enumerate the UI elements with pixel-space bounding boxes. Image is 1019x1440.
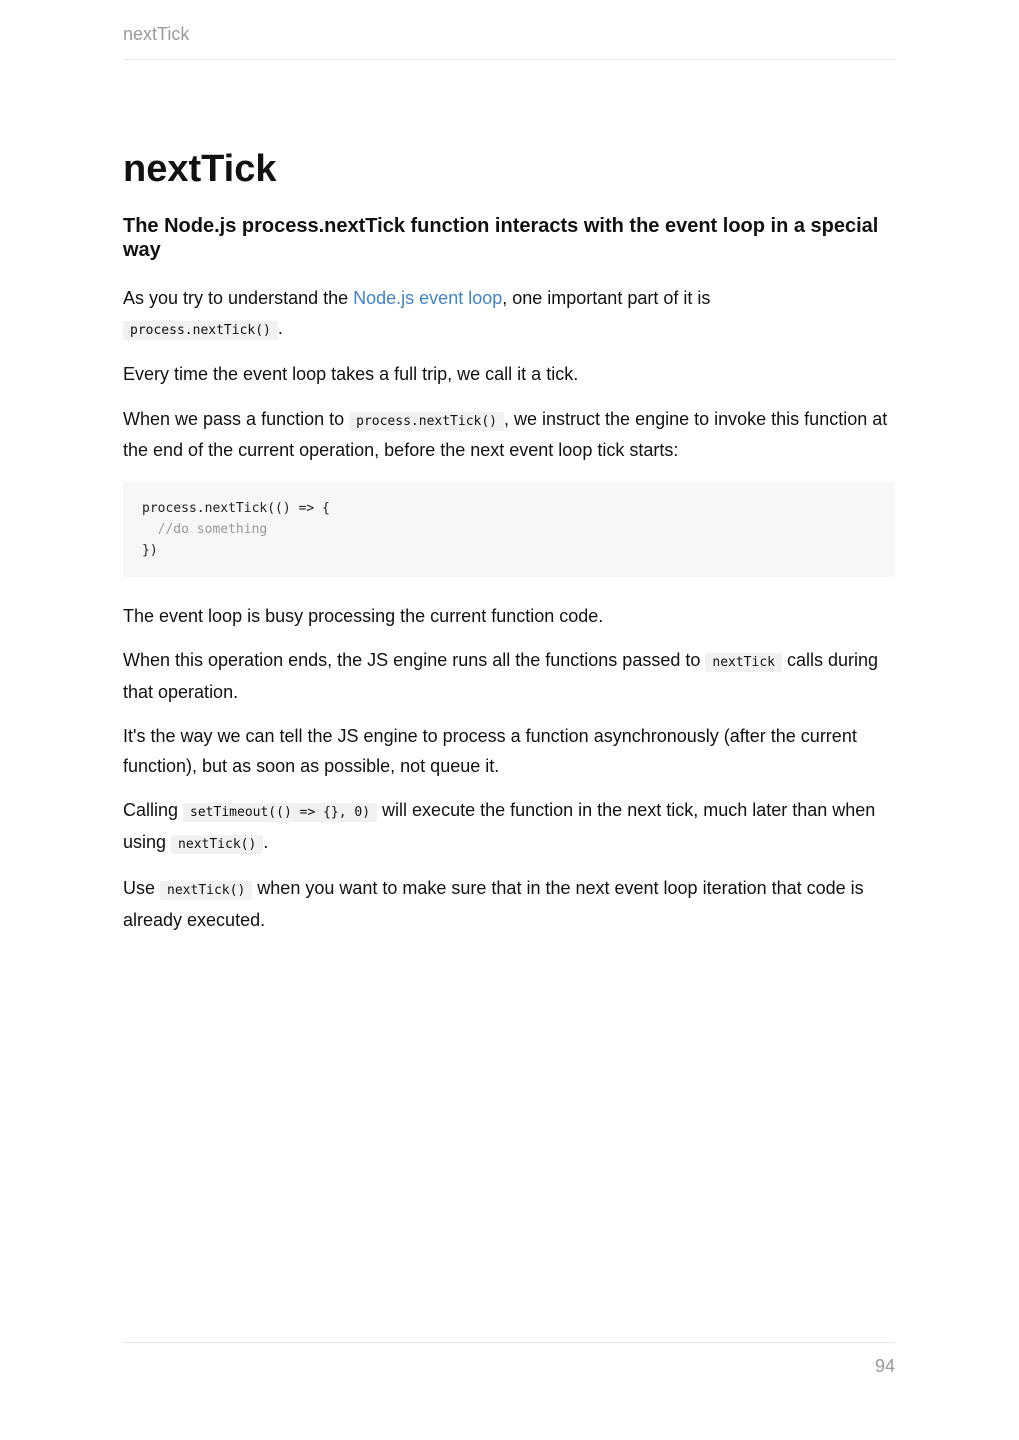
code-line: process.nextTick(() => { [142,500,330,516]
text: , we instruct the engine to invoke this function at the end of the current operation, before the next event loop tick starts: [123,408,888,460]
inline-code: setTimeout(() => {}, 0) [183,803,377,822]
page-subtitle: The Node.js process.nextTick function interacts with the event loop in a special way [123,215,879,261]
code-block [123,482,895,577]
inline-code: process.nextTick() [123,321,278,340]
paragraph-intro [123,284,895,345]
running-header: nextTick [123,24,895,60]
paragraph-async: It's the way we can tell the JS engine to process a function asynchronously (after the current function), but as soon as possible, not queue it. [123,726,857,776]
inline-code: process.nextTick() [349,412,504,431]
paragraph-settimeout [123,796,895,859]
text: When we pass a function to [123,408,350,429]
text: when you want to make sure that in the next event loop iteration that code is already executed. [123,878,864,930]
main-content [123,146,895,950]
inline-code: nextTick() [160,881,252,900]
page-number: 94 [874,1356,895,1376]
paragraph-busy: The event loop is busy processing the current function code. [123,605,604,626]
inline-code: nextTick [705,653,782,672]
code-comment-line: //do something [142,521,268,537]
text: When this operation ends, the JS engine runs all the functions passed to [123,650,706,670]
code-line: }) [142,542,158,558]
paragraph-use-nexttick [123,874,895,935]
text: As you try to understand the [123,288,354,308]
text: . [263,831,269,852]
paragraph-operation-ends [123,646,895,707]
text: Calling [123,800,184,820]
event-loop-link[interactable]: Node.js event loop [353,288,503,308]
paragraph-tick: Every time the event loop takes a full trip, we call it a tick. [123,364,579,384]
text: calls during that operation. [123,650,879,702]
text: , one important part of it is [502,288,711,308]
paragraph-pass-function [123,405,895,466]
text: . [277,317,283,338]
text: Use [123,878,161,898]
text: will execute the function in the next tick, much later than when using [123,800,876,852]
inline-code: nextTick() [171,835,263,854]
page-title: nextTick [123,148,277,190]
page-footer [123,1342,895,1377]
